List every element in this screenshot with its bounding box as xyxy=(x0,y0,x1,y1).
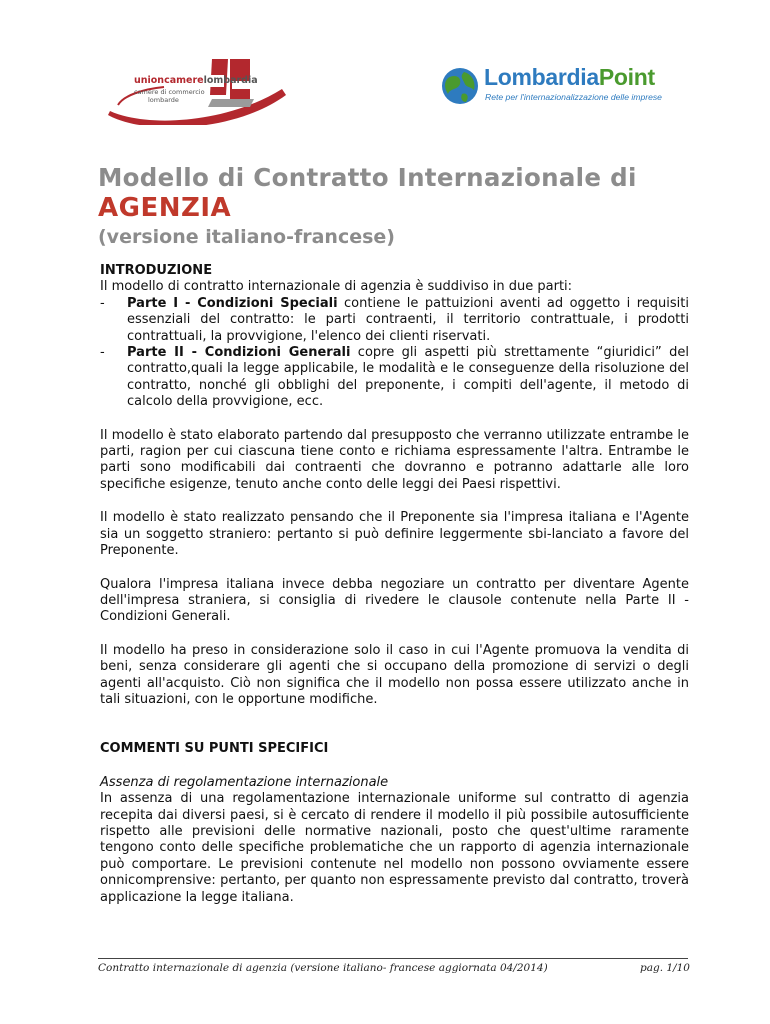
bullet-text: Parte II - Condizioni Generali copre gli aspetti più strettamente “giuridici” del contratto,quali la legge applicabile, le modalità e le conseguenze della risoluzione del contratto, nonché gli obblighi del preponente, i compiti dell'agente, il metodo di calcolo della provvigione, ecc. xyxy=(127,345,690,410)
unioncamere-logo xyxy=(104,55,294,125)
document-title: Modello di Contratto Internazionale di xyxy=(98,163,637,192)
section-heading-introduzione: INTRODUZIONE xyxy=(100,263,213,278)
bullet-dash: - xyxy=(100,295,105,311)
list-item xyxy=(100,296,689,345)
section-heading-commenti: COMMENTI SU PUNTI SPECIFICI xyxy=(100,741,329,757)
paragraph: Il modello ha preso in considerazione solo il caso in cui l'Agente promuova la vendita di beni, senza considerare gli agenti che si occupano della promozione di servizi o degli agenti all'acquisto. Ciò non significa che il modello non possa essere utilizzato anche in tali situazioni, con le opportune modifiche. xyxy=(100,642,689,707)
globe-icon xyxy=(440,66,480,106)
unioncamere-wordmark: unioncamerelombardia xyxy=(134,75,258,86)
paragraph: Il modello è stato elaborato partendo dal presupposto che verranno utilizzate entrambe le parti, ragion per cui ciascuna tiene conto e richiama espressamente l'altra. Entrambe le parti sono modificabili dai contraenti che dovranno e potranno adattarle alle loro specifiche esigenze, tenuto anche conto delle leggi dei Paesi rispettivi. xyxy=(100,427,689,492)
subsection-heading: Assenza di regolamentazione internazionale xyxy=(100,774,389,790)
bullet-dash: - xyxy=(100,345,105,361)
lombardiapoint-wordmark: LombardiaPoint xyxy=(484,64,655,90)
document-version: (versione italiano-francese) xyxy=(98,226,395,248)
footer-divider xyxy=(98,958,688,959)
unioncamere-subtitle: camere di commercio lombarde xyxy=(134,88,205,104)
document-title-agenzia: AGENZIA xyxy=(98,193,232,223)
footer-document-label: Contratto internazionale di agenzia (versione italiano- francese aggiornata 04/2014) xyxy=(98,962,548,974)
lombardiapoint-tagline: Rete per l'internazionalizzazione delle imprese xyxy=(485,92,662,102)
paragraph: In assenza di una regolamentazione internazionale uniforme sul contratto di agenzia recepita dai diversi paesi, si è cercato di rendere il modello il più possibile autosufficiente rispetto alle previsioni delle normative nazionali, posto che quest'ultime raramente tengono conto delle specifiche problematiche che un rapporto di agenzia internazionale può comportare. Le previsioni contenute nel modello non possono ovviamente essere onnicomprensive: pertanto, per quanto non espressamente previsto dal contratto, troverà applicazione la legge italiana. xyxy=(100,791,689,905)
intro-lead: Il modello di contratto internazionale di agenzia è suddiviso in due parti: xyxy=(100,279,573,295)
paragraph: Qualora l'impresa italiana invece debba negoziare un contratto per diventare Agente dell'impresa straniera, si consiglia di rivedere le clausole contenute nella Parte II - Condizioni Generali. xyxy=(100,576,689,625)
paragraph: Il modello è stato realizzato pensando che il Preponente sia l'impresa italiana e l'Agente sia un soggetto straniero: pertanto si può definire leggermente sbi-lanciato a favore del Preponente. xyxy=(100,510,689,559)
list-item xyxy=(100,345,689,411)
page-number: pag. 1/10 xyxy=(640,962,690,974)
lombardiapoint-logo xyxy=(440,64,690,108)
document-body xyxy=(100,263,689,906)
bullet-text: Parte I - Condizioni Speciali contiene le pattuizioni aventi ad oggetto i requisiti essenziali del contratto: le parti contraenti, il territorio contrattuale, i prodotti contrattuali, la provvigione, l'elenco dei clienti riservati. xyxy=(127,295,689,344)
